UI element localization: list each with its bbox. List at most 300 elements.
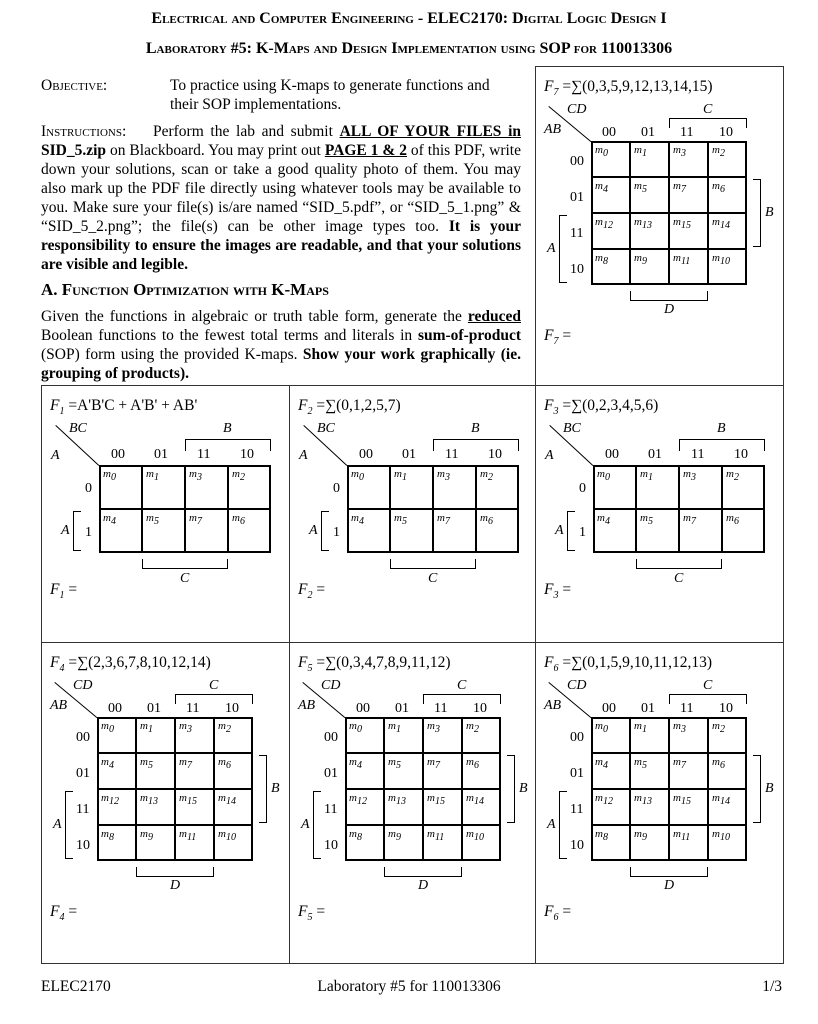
right-variable-label: B bbox=[519, 781, 528, 796]
minterm-prefix: m bbox=[712, 756, 720, 768]
minterm-index: 2 bbox=[239, 472, 245, 484]
minterm-index: 6 bbox=[239, 516, 245, 528]
minterm-prefix: m bbox=[388, 792, 396, 804]
row-header-label: 01 bbox=[570, 190, 584, 205]
minterm-prefix: m bbox=[712, 252, 720, 264]
col-variable-label: CD bbox=[321, 678, 341, 693]
page-subtitle: Laboratory #5: K-Maps and Design Implementation using SOP for 110013306 bbox=[145, 40, 673, 57]
kmap-cell bbox=[593, 509, 636, 553]
minterm-prefix: m bbox=[673, 756, 681, 768]
kmap-f2 bbox=[289, 385, 536, 643]
minterm-prefix: m bbox=[388, 756, 396, 768]
kmap-cell bbox=[708, 717, 747, 753]
kmap-cell bbox=[175, 753, 214, 789]
bottom-variable-label: D bbox=[418, 878, 429, 893]
minterm-index: 14 bbox=[719, 796, 730, 808]
bottom-bracket bbox=[636, 559, 722, 569]
minterm-prefix: m bbox=[146, 512, 154, 524]
minterm-prefix: m bbox=[427, 828, 435, 840]
kmap-cell bbox=[384, 717, 423, 753]
minterm-index: 3 bbox=[434, 724, 440, 736]
minterm-prefix: m bbox=[595, 180, 603, 192]
minterm-prefix: m bbox=[595, 792, 603, 804]
minterm-prefix: m bbox=[351, 512, 359, 524]
instructions-bold-4: It is your responsibility to ensure the images are readable, and that your solutions are visible and legible. bbox=[41, 218, 521, 273]
row-header-label: 00 bbox=[76, 730, 90, 745]
answer-equals: = bbox=[312, 581, 326, 598]
minterm-index: 9 bbox=[147, 832, 153, 844]
kmap-cell bbox=[630, 177, 669, 213]
minterm-index: 11 bbox=[680, 832, 691, 844]
kmap-cell bbox=[390, 465, 433, 509]
row-variable-label: AB bbox=[544, 698, 562, 713]
minterm-index: 1 bbox=[153, 472, 159, 484]
minterm-prefix: m bbox=[140, 828, 148, 840]
kmap-cell bbox=[630, 717, 669, 753]
minterm-index: 0 bbox=[356, 724, 362, 736]
function-expression: =∑(0,2,3,4,5,6) bbox=[558, 397, 659, 414]
kmap-cell bbox=[591, 213, 630, 249]
answer-subscript[interactable]: 3 bbox=[553, 590, 559, 602]
row-variable-label: A bbox=[299, 448, 308, 463]
right-variable-label: B bbox=[271, 781, 280, 796]
minterm-prefix: m bbox=[349, 792, 357, 804]
col-header-label: 10 bbox=[719, 701, 733, 716]
kmap-cell bbox=[636, 509, 679, 553]
side-bracket bbox=[73, 511, 81, 551]
minterm-index: 4 bbox=[602, 760, 608, 772]
kmap-cell bbox=[175, 825, 214, 861]
col-variable-label: CD bbox=[73, 678, 93, 693]
kmap-cell bbox=[423, 825, 462, 861]
minterm-prefix: m bbox=[437, 468, 445, 480]
side-variable-label: A bbox=[555, 523, 564, 538]
row-header-label: 01 bbox=[570, 766, 584, 781]
minterm-prefix: m bbox=[683, 468, 691, 480]
minterm-index: 5 bbox=[647, 516, 653, 528]
function-name: F bbox=[50, 397, 60, 414]
minterm-prefix: m bbox=[349, 756, 357, 768]
col-header-label: 01 bbox=[648, 447, 662, 462]
minterm-index: 4 bbox=[602, 184, 608, 196]
kmap-cell bbox=[593, 465, 636, 509]
function-subscript: 4 bbox=[59, 663, 65, 675]
answer-name: F bbox=[50, 903, 60, 920]
kmap-cell bbox=[345, 753, 384, 789]
row-variable-label: A bbox=[51, 448, 60, 463]
answer-subscript[interactable]: 6 bbox=[553, 912, 559, 924]
kmap-cell bbox=[136, 825, 175, 861]
minterm-index: 10 bbox=[473, 832, 484, 844]
kmap-cell bbox=[433, 465, 476, 509]
side-variable-label: A bbox=[309, 523, 318, 538]
minterm-prefix: m bbox=[101, 756, 109, 768]
minterm-index: 15 bbox=[680, 220, 691, 232]
kmap-cell bbox=[384, 753, 423, 789]
kmap-cell bbox=[423, 753, 462, 789]
kmap-cell bbox=[462, 789, 501, 825]
row-header-label: 11 bbox=[570, 802, 584, 817]
answer-name: F bbox=[298, 903, 308, 920]
minterm-index: 1 bbox=[647, 472, 653, 484]
top-variable-label: B bbox=[223, 421, 232, 436]
top-variable-label: C bbox=[457, 678, 467, 693]
kmap-cell bbox=[708, 789, 747, 825]
minterm-index: 3 bbox=[680, 724, 686, 736]
minterm-index: 4 bbox=[356, 760, 362, 772]
minterm-prefix: m bbox=[712, 792, 720, 804]
minterm-prefix: m bbox=[466, 720, 474, 732]
side-bracket bbox=[321, 511, 329, 551]
function-definition bbox=[544, 78, 713, 98]
col-header-label: 11 bbox=[445, 447, 459, 462]
minterm-index: 15 bbox=[434, 796, 445, 808]
function-definition bbox=[544, 654, 712, 674]
right-bracket bbox=[753, 755, 761, 823]
minterm-prefix: m bbox=[437, 512, 445, 524]
col-header-label: 01 bbox=[641, 125, 655, 140]
bottom-variable-label: D bbox=[170, 878, 181, 893]
answer-subscript[interactable]: 2 bbox=[307, 590, 313, 602]
minterm-index: 5 bbox=[641, 760, 647, 772]
minterm-index: 6 bbox=[487, 516, 493, 528]
minterm-prefix: m bbox=[232, 468, 240, 480]
left-variable-label: A bbox=[301, 817, 310, 832]
minterm-prefix: m bbox=[179, 720, 187, 732]
minterm-index: 2 bbox=[225, 724, 231, 736]
col-header-label: 00 bbox=[602, 125, 616, 140]
minterm-index: 12 bbox=[108, 796, 119, 808]
kmap-cell bbox=[136, 789, 175, 825]
kmap-cell bbox=[669, 249, 708, 285]
right-variable-label: B bbox=[765, 781, 774, 796]
minterm-index: 6 bbox=[719, 760, 725, 772]
minterm-prefix: m bbox=[218, 720, 226, 732]
col-header-label: 10 bbox=[473, 701, 487, 716]
minterm-index: 1 bbox=[147, 724, 153, 736]
row-header-label: 0 bbox=[579, 481, 586, 496]
kmap-cell bbox=[708, 213, 747, 249]
function-name: F bbox=[544, 78, 554, 95]
function-subscript: 5 bbox=[307, 663, 313, 675]
minterm-index: 7 bbox=[186, 760, 192, 772]
kmap-cell bbox=[175, 789, 214, 825]
instructions-text bbox=[41, 122, 521, 274]
minterm-index: 8 bbox=[602, 256, 608, 268]
section-a-part-1: Given the functions in algebraic or truth table form, generate the bbox=[41, 308, 468, 325]
minterm-index: 4 bbox=[358, 516, 364, 528]
instructions-part-3: on Blackboard. You may print out bbox=[106, 142, 325, 159]
right-bracket bbox=[753, 179, 761, 247]
minterm-index: 12 bbox=[602, 220, 613, 232]
minterm-prefix: m bbox=[595, 828, 603, 840]
col-header-label: 11 bbox=[691, 447, 705, 462]
answer-line bbox=[50, 581, 77, 601]
col-variable-label: BC bbox=[317, 421, 335, 436]
minterm-prefix: m bbox=[683, 512, 691, 524]
minterm-prefix: m bbox=[634, 756, 642, 768]
answer-subscript[interactable]: 4 bbox=[59, 912, 65, 924]
kmap-cell bbox=[636, 465, 679, 509]
function-definition bbox=[298, 397, 401, 417]
minterm-prefix: m bbox=[101, 828, 109, 840]
minterm-index: 15 bbox=[186, 796, 197, 808]
minterm-index: 10 bbox=[225, 832, 236, 844]
minterm-prefix: m bbox=[218, 828, 226, 840]
kmap-cell bbox=[591, 177, 630, 213]
minterm-prefix: m bbox=[140, 792, 148, 804]
minterm-prefix: m bbox=[427, 792, 435, 804]
minterm-index: 14 bbox=[719, 220, 730, 232]
left-variable-label: A bbox=[547, 241, 556, 256]
kmap-cell bbox=[591, 753, 630, 789]
minterm-index: 5 bbox=[641, 184, 647, 196]
bottom-variable-label: D bbox=[664, 878, 675, 893]
minterm-prefix: m bbox=[101, 792, 109, 804]
minterm-index: 7 bbox=[444, 516, 450, 528]
minterm-prefix: m bbox=[634, 720, 642, 732]
minterm-prefix: m bbox=[218, 756, 226, 768]
kmap-cell bbox=[97, 825, 136, 861]
minterm-prefix: m bbox=[673, 792, 681, 804]
function-definition bbox=[298, 654, 451, 674]
minterm-prefix: m bbox=[597, 468, 605, 480]
minterm-prefix: m bbox=[640, 468, 648, 480]
kmap-cell bbox=[142, 465, 185, 509]
minterm-prefix: m bbox=[634, 792, 642, 804]
top-variable-label: C bbox=[209, 678, 219, 693]
minterm-index: 14 bbox=[225, 796, 236, 808]
instructions-part-4: of this PDF, write down your solutions, scan or take a good quality photo of them. You may also mark up the PDF file directly using whatever tools may be available to you. Make sure your file(s) is/are named “SID_5.pdf”, or “SID_5_1.png” & “SID_5_2.png”; the file(s) can be other image types too. bbox=[41, 142, 521, 235]
left-variable-label: A bbox=[547, 817, 556, 832]
minterm-index: 13 bbox=[641, 220, 652, 232]
footer-lab-title: Laboratory #5 for 110013306 bbox=[317, 978, 501, 995]
kmap-cell bbox=[345, 717, 384, 753]
side-bracket bbox=[567, 511, 575, 551]
function-definition bbox=[50, 397, 197, 417]
kmap-cell bbox=[185, 509, 228, 553]
minterm-index: 4 bbox=[108, 760, 114, 772]
kmap-cell bbox=[630, 213, 669, 249]
function-name: F bbox=[298, 397, 308, 414]
function-subscript: 7 bbox=[553, 87, 559, 99]
kmap-cell bbox=[347, 465, 390, 509]
row-header-label: 0 bbox=[85, 481, 92, 496]
answer-name: F bbox=[298, 581, 308, 598]
minterm-index: 8 bbox=[602, 832, 608, 844]
row-header-label: 1 bbox=[579, 525, 586, 540]
row-header-label: 11 bbox=[76, 802, 90, 817]
kmap-cell bbox=[433, 509, 476, 553]
kmap-cell bbox=[423, 717, 462, 753]
kmap-cell bbox=[390, 509, 433, 553]
minterm-index: 2 bbox=[473, 724, 479, 736]
col-header-label: 01 bbox=[395, 701, 409, 716]
col-header-label: 11 bbox=[197, 447, 211, 462]
function-subscript: 6 bbox=[553, 663, 559, 675]
minterm-index: 6 bbox=[719, 184, 725, 196]
instructions-bold-2: SID_5.zip bbox=[41, 142, 107, 159]
bottom-variable-label: C bbox=[180, 571, 190, 586]
kmap-cell bbox=[97, 753, 136, 789]
kmap-cell bbox=[630, 753, 669, 789]
bottom-bracket bbox=[142, 559, 228, 569]
kmap-cell bbox=[669, 213, 708, 249]
minterm-index: 7 bbox=[434, 760, 440, 772]
kmap-cell bbox=[669, 717, 708, 753]
minterm-prefix: m bbox=[388, 720, 396, 732]
minterm-index: 9 bbox=[641, 832, 647, 844]
minterm-index: 3 bbox=[680, 148, 686, 160]
kmap-cell bbox=[669, 753, 708, 789]
bottom-bracket bbox=[630, 867, 708, 877]
row-header-label: 11 bbox=[324, 802, 338, 817]
minterm-prefix: m bbox=[394, 468, 402, 480]
col-header-label: 00 bbox=[111, 447, 125, 462]
right-bracket bbox=[259, 755, 267, 823]
row-header-label: 00 bbox=[570, 730, 584, 745]
function-name: F bbox=[544, 397, 554, 414]
function-definition bbox=[50, 654, 211, 674]
kmap-cell bbox=[591, 825, 630, 861]
bottom-bracket bbox=[136, 867, 214, 877]
minterm-prefix: m bbox=[712, 720, 720, 732]
minterm-prefix: m bbox=[634, 216, 642, 228]
kmap-cell bbox=[708, 249, 747, 285]
answer-equals: = bbox=[312, 903, 326, 920]
kmap-f3 bbox=[535, 385, 784, 643]
instructions-label: Instructions: bbox=[41, 123, 127, 140]
minterm-prefix: m bbox=[595, 756, 603, 768]
section-a-heading: A. Function Optimization with K-Maps bbox=[41, 280, 329, 299]
kmap-cell bbox=[708, 825, 747, 861]
section-a-bold-1: reduced bbox=[467, 308, 521, 325]
function-expression: =A'B'C + A'B' + AB' bbox=[64, 397, 198, 414]
answer-line bbox=[298, 581, 325, 601]
kmap-cell bbox=[99, 465, 142, 509]
minterm-index: 7 bbox=[680, 760, 686, 772]
row-header-label: 00 bbox=[570, 154, 584, 169]
minterm-prefix: m bbox=[189, 512, 197, 524]
objective-label: Objective: bbox=[41, 77, 108, 94]
minterm-index: 3 bbox=[186, 724, 192, 736]
minterm-index: 4 bbox=[604, 516, 610, 528]
col-header-label: 00 bbox=[356, 701, 370, 716]
minterm-prefix: m bbox=[103, 512, 111, 524]
kmap-cell bbox=[591, 717, 630, 753]
minterm-prefix: m bbox=[673, 828, 681, 840]
minterm-prefix: m bbox=[480, 512, 488, 524]
col-variable-label: CD bbox=[567, 102, 587, 117]
minterm-prefix: m bbox=[466, 756, 474, 768]
minterm-prefix: m bbox=[146, 468, 154, 480]
answer-subscript[interactable]: 1 bbox=[59, 590, 65, 602]
minterm-index: 7 bbox=[690, 516, 696, 528]
minterm-index: 2 bbox=[733, 472, 739, 484]
row-header-label: 10 bbox=[570, 262, 584, 277]
kmap-cell bbox=[462, 753, 501, 789]
row-variable-label: AB bbox=[544, 122, 562, 137]
col-header-label: 11 bbox=[186, 701, 200, 716]
kmap-cell bbox=[591, 141, 630, 177]
function-subscript: 3 bbox=[553, 406, 559, 418]
kmap-cell bbox=[214, 717, 253, 753]
minterm-index: 0 bbox=[604, 472, 610, 484]
top-variable-label: C bbox=[703, 678, 713, 693]
row-header-label: 00 bbox=[324, 730, 338, 745]
col-header-label: 00 bbox=[359, 447, 373, 462]
kmap-cell bbox=[462, 717, 501, 753]
col-header-label: 10 bbox=[488, 447, 502, 462]
minterm-index: 5 bbox=[147, 760, 153, 772]
kmap-cell bbox=[228, 509, 271, 553]
row-variable-label: AB bbox=[50, 698, 68, 713]
minterm-prefix: m bbox=[726, 512, 734, 524]
minterm-index: 11 bbox=[434, 832, 445, 844]
col-header-label: 11 bbox=[434, 701, 448, 716]
minterm-prefix: m bbox=[394, 512, 402, 524]
kmap-cell bbox=[679, 465, 722, 509]
kmap-cell bbox=[347, 509, 390, 553]
kmap-f5 bbox=[289, 642, 536, 964]
kmap-cell bbox=[136, 753, 175, 789]
minterm-prefix: m bbox=[726, 468, 734, 480]
row-header-label: 01 bbox=[76, 766, 90, 781]
minterm-index: 0 bbox=[602, 148, 608, 160]
minterm-prefix: m bbox=[480, 468, 488, 480]
answer-subscript[interactable]: 7 bbox=[553, 336, 559, 348]
instructions-bold-1: ALL OF YOUR FILES in bbox=[339, 123, 521, 140]
col-header-label: 01 bbox=[154, 447, 168, 462]
kmap-cell bbox=[669, 789, 708, 825]
answer-equals: = bbox=[64, 581, 78, 598]
right-variable-label: B bbox=[765, 205, 774, 220]
minterm-index: 0 bbox=[602, 724, 608, 736]
function-name: F bbox=[50, 654, 60, 671]
minterm-prefix: m bbox=[634, 828, 642, 840]
kmap-cell bbox=[476, 509, 519, 553]
answer-line bbox=[544, 581, 571, 601]
kmap-cell bbox=[345, 789, 384, 825]
objective-text: To practice using K-maps to generate functions and their SOP implementations. bbox=[170, 77, 490, 113]
minterm-index: 13 bbox=[147, 796, 158, 808]
kmap-cell bbox=[630, 825, 669, 861]
left-bracket bbox=[559, 215, 567, 283]
answer-subscript[interactable]: 5 bbox=[307, 912, 313, 924]
col-variable-label: BC bbox=[69, 421, 87, 436]
kmap-cell bbox=[423, 789, 462, 825]
kmap-cell bbox=[384, 825, 423, 861]
row-header-label: 1 bbox=[85, 525, 92, 540]
bottom-bracket bbox=[390, 559, 476, 569]
minterm-prefix: m bbox=[595, 216, 603, 228]
minterm-prefix: m bbox=[634, 144, 642, 156]
col-variable-label: CD bbox=[567, 678, 587, 693]
answer-name: F bbox=[50, 581, 60, 598]
answer-equals: = bbox=[558, 903, 572, 920]
col-header-label: 00 bbox=[602, 701, 616, 716]
minterm-index: 3 bbox=[444, 472, 450, 484]
kmap-cell bbox=[345, 825, 384, 861]
kmap-cell bbox=[384, 789, 423, 825]
kmap-cell bbox=[476, 465, 519, 509]
answer-line bbox=[298, 903, 325, 923]
left-variable-label: A bbox=[53, 817, 62, 832]
minterm-index: 5 bbox=[153, 516, 159, 528]
minterm-index: 5 bbox=[395, 760, 401, 772]
minterm-prefix: m bbox=[189, 468, 197, 480]
minterm-index: 9 bbox=[395, 832, 401, 844]
